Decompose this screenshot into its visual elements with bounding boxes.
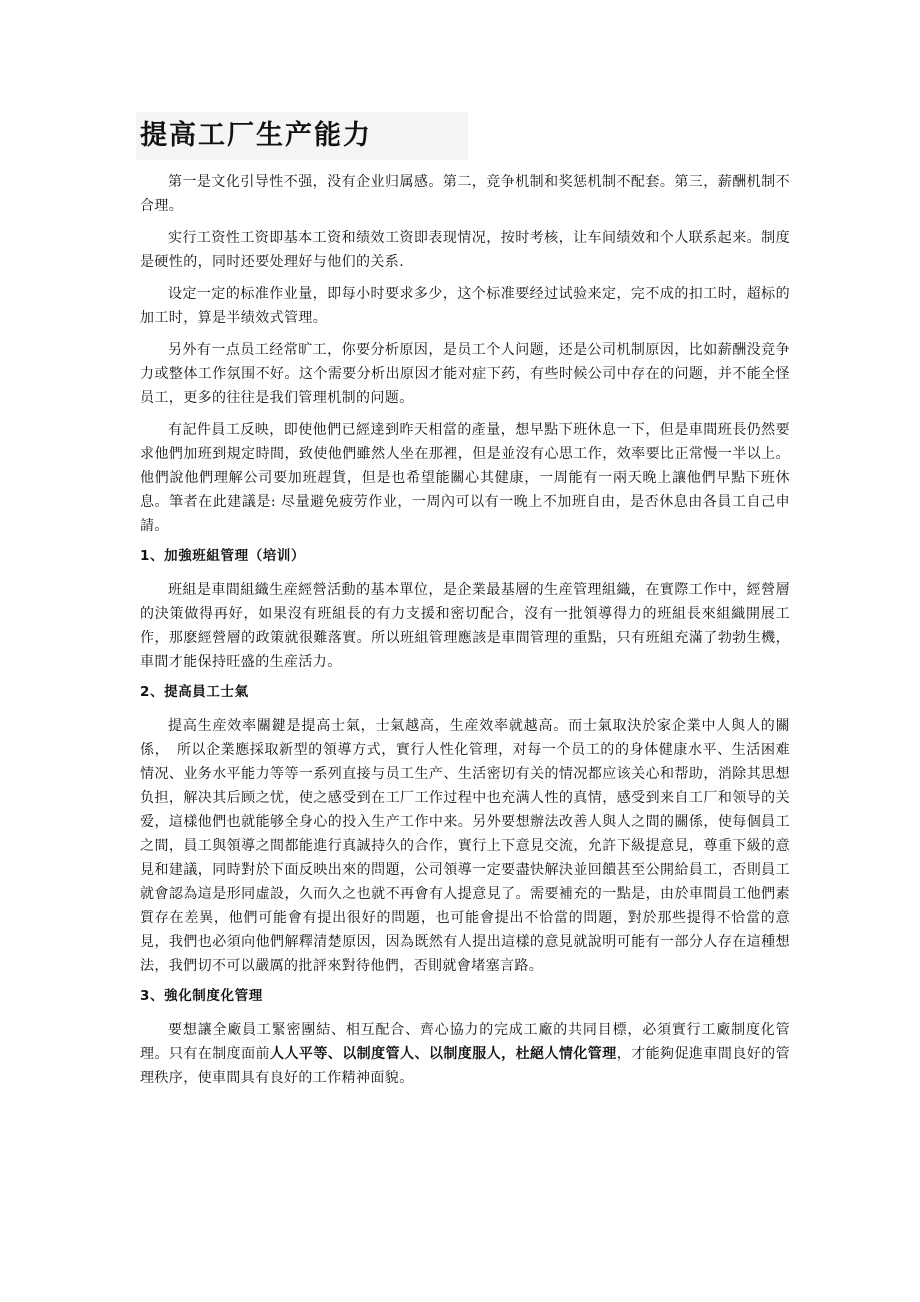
section-heading-1: 1、加強班組管理（培训）: [140, 548, 306, 564]
section-paragraph-3: [140, 1018, 790, 1090]
section-paragraph-3-bold: 人人平等、以制度管人、以制度服人，杜絕人情化管理: [270, 1046, 617, 1062]
intro-paragraph-5: 有記件員工反映，即使他們已經達到昨天相當的產量，想早點下班休息一下，但是車間班長仍然要求他們加班到規定時間，致使他們雖然人坐在那裡，但是並沒有心思工作，效率要比正常慢一半以上。他們說他們理解公司要加班趕貨，但是也希望能關心其健康，一周能有一兩天晚上讓他們早點下班休息。筆者在此建議是: 尽量避免疲劳作业，一周內可以有一晚上不加班自由，是否休息由各員工自己申請。: [140, 422, 790, 534]
section-heading-3: 3、強化制度化管理: [140, 988, 263, 1004]
intro-paragraph-1: 第一是文化引导性不强，没有企业归属感。第二，竞争机制和奖惩机制不配套。第三，薪酬机制不合理。: [140, 174, 790, 214]
intro-paragraph-3: 设定一定的标准作业量，即每小时要求多少，这个标准要经过试验来定，完不成的扣工时，超标的加工时，算是半绩效式管理。: [140, 286, 790, 326]
intro-paragraph-4: 另外有一点员工经常旷工，你要分析原因，是员工个人问题，还是公司机制原因，比如薪酬没竞争力或整体工作氛围不好。这个需要分析出原因才能对症下药，有些时候公司中存在的问题，并不能全怪员工，更多的往往是我们管理机制的问题。: [140, 342, 790, 406]
section-heading-2: 2、提高員工士氣: [140, 684, 249, 700]
intro-paragraph-2: 实行工资性工资即基本工资和绩效工资即表现情况，按时考核，让车间绩效和个人联系起来。制度是硬性的，同时还要处理好与他们的关系.: [140, 230, 790, 270]
document-body: [140, 170, 790, 1098]
document-title: 提高工厂生产能力: [140, 120, 372, 151]
section-paragraph-3-start: 要想讓全廠員工緊密團結、相互配合、齊心協力的完成工廠的共同目標，必須實行工廠制度化管理。只有在制度面前: [140, 1022, 790, 1062]
section-paragraph-1: 班組是車間組織生産經營活動的基本單位，是企業最基層的生産管理組織，在實際工作中，經營層的決策做得再好，如果沒有班組長的有力支援和密切配合，沒有一批領導得力的班組長來組織開展工作，那麽經營層的政策就很難落實。所以班組管理應該是車間管理的重點，只有班組充滿了勃勃生機，車間才能保持旺盛的生産活力。: [140, 582, 790, 670]
section-paragraph-3-end: ，才能夠促進車間良好的管理秩序，使車間具有良好的工作精神面貌。: [140, 1046, 790, 1086]
section-paragraph-2: 提高生産效率關鍵是提高士氣，士氣越高，生産效率就越高。而士氣取決於家企業中人與人的關係， 所以企業應採取新型的領導方式，實行人性化管理，对每一个员工的的身体健康水平、生活困难情况、业务水平能力等等一系列直接与员工生产、生活密切有关的情况都应该关心和帮助，消除其思想负担，解决其后顾之忧，使之感受到在工厂工作过程中也充满人性的真情，感受到来自工厂和领导的关爱，這樣他們也就能够全身心的投入生产工作中来。另外要想辦法改善人與人之間的關係，使每個員工之間，員工與領導之間都能進行真誠持久的合作，實行上下意見交流，允許下級提意見，尊重下級的意見和建議，同時對於下面反映出來的問題，公司領導一定要盡快解決並回饋甚至公開給員工，否則員工就會認為這是形同虛設，久而久之也就不再會有人提意見了。需要補充的一點是，由於車間員工他們素質存在差異，他們可能會有提出很好的問題，也可能會提出不恰當的問題，對於那些提得不恰當的意見，我們也必須向他們解釋清楚原因，因為既然有人提出這樣的意見就說明可能有一部分人存在這種想法，我們切不可以嚴厲的批評來對待他們，否則就會堵塞言路。: [140, 718, 790, 974]
